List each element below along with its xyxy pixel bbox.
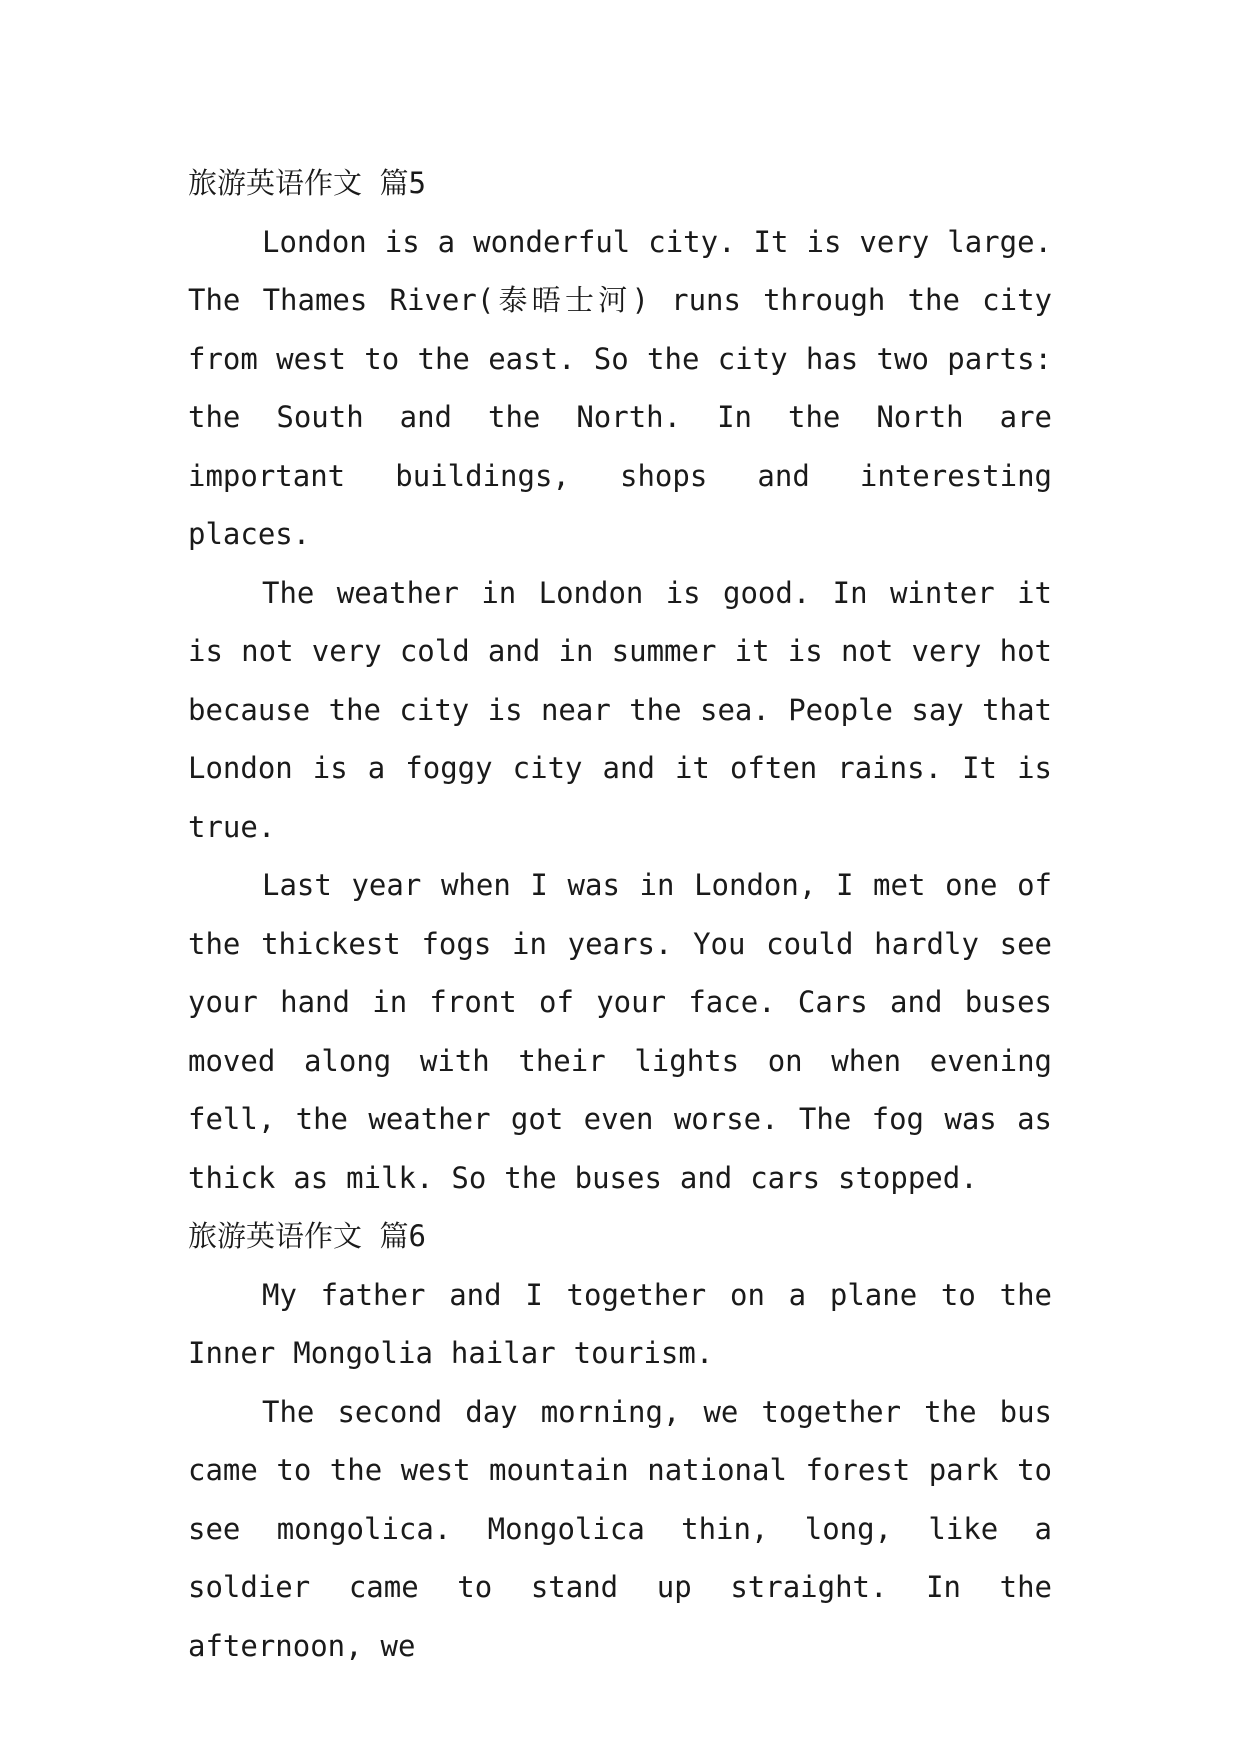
paragraph: Last year when I was in London, I met one of the thickest fogs in years. You could hardly see your hand in front of your face. Cars and buses moved along with their lights on when evening fell, the weather got even worse. The fog was as thick as milk. So the buses and cars stopped. [188,868,1052,1195]
document-body [188,154,1052,1675]
essay-section-5 [188,154,1052,1207]
section-heading: 旅游英语作文 篇5 [188,166,426,200]
essay-section-6 [188,1207,1052,1675]
section-heading: 旅游英语作文 篇6 [188,1219,426,1253]
paragraph: My father and I together on a plane to the Inner Mongolia hailar tourism. [188,1277,1052,1370]
paragraph: The second day morning, we together the bus came to the west mountain national forest park to see mongolica. Mongolica thin, long, like a soldier came to stand up straight. In the afternoon, we [188,1394,1052,1663]
paragraph: The weather in London is good. In winter it is not very cold and in summer it is not very hot because the city is near the sea. People say that London is a foggy city and it often rains. It is true. [188,575,1052,844]
paragraph: London is a wonderful city. It is very large. The Thames River(泰晤士河) runs through the city from west to the east. So the city has two parts: the South and the North. In the North are important buildings, shops and interesting places. [188,224,1052,551]
